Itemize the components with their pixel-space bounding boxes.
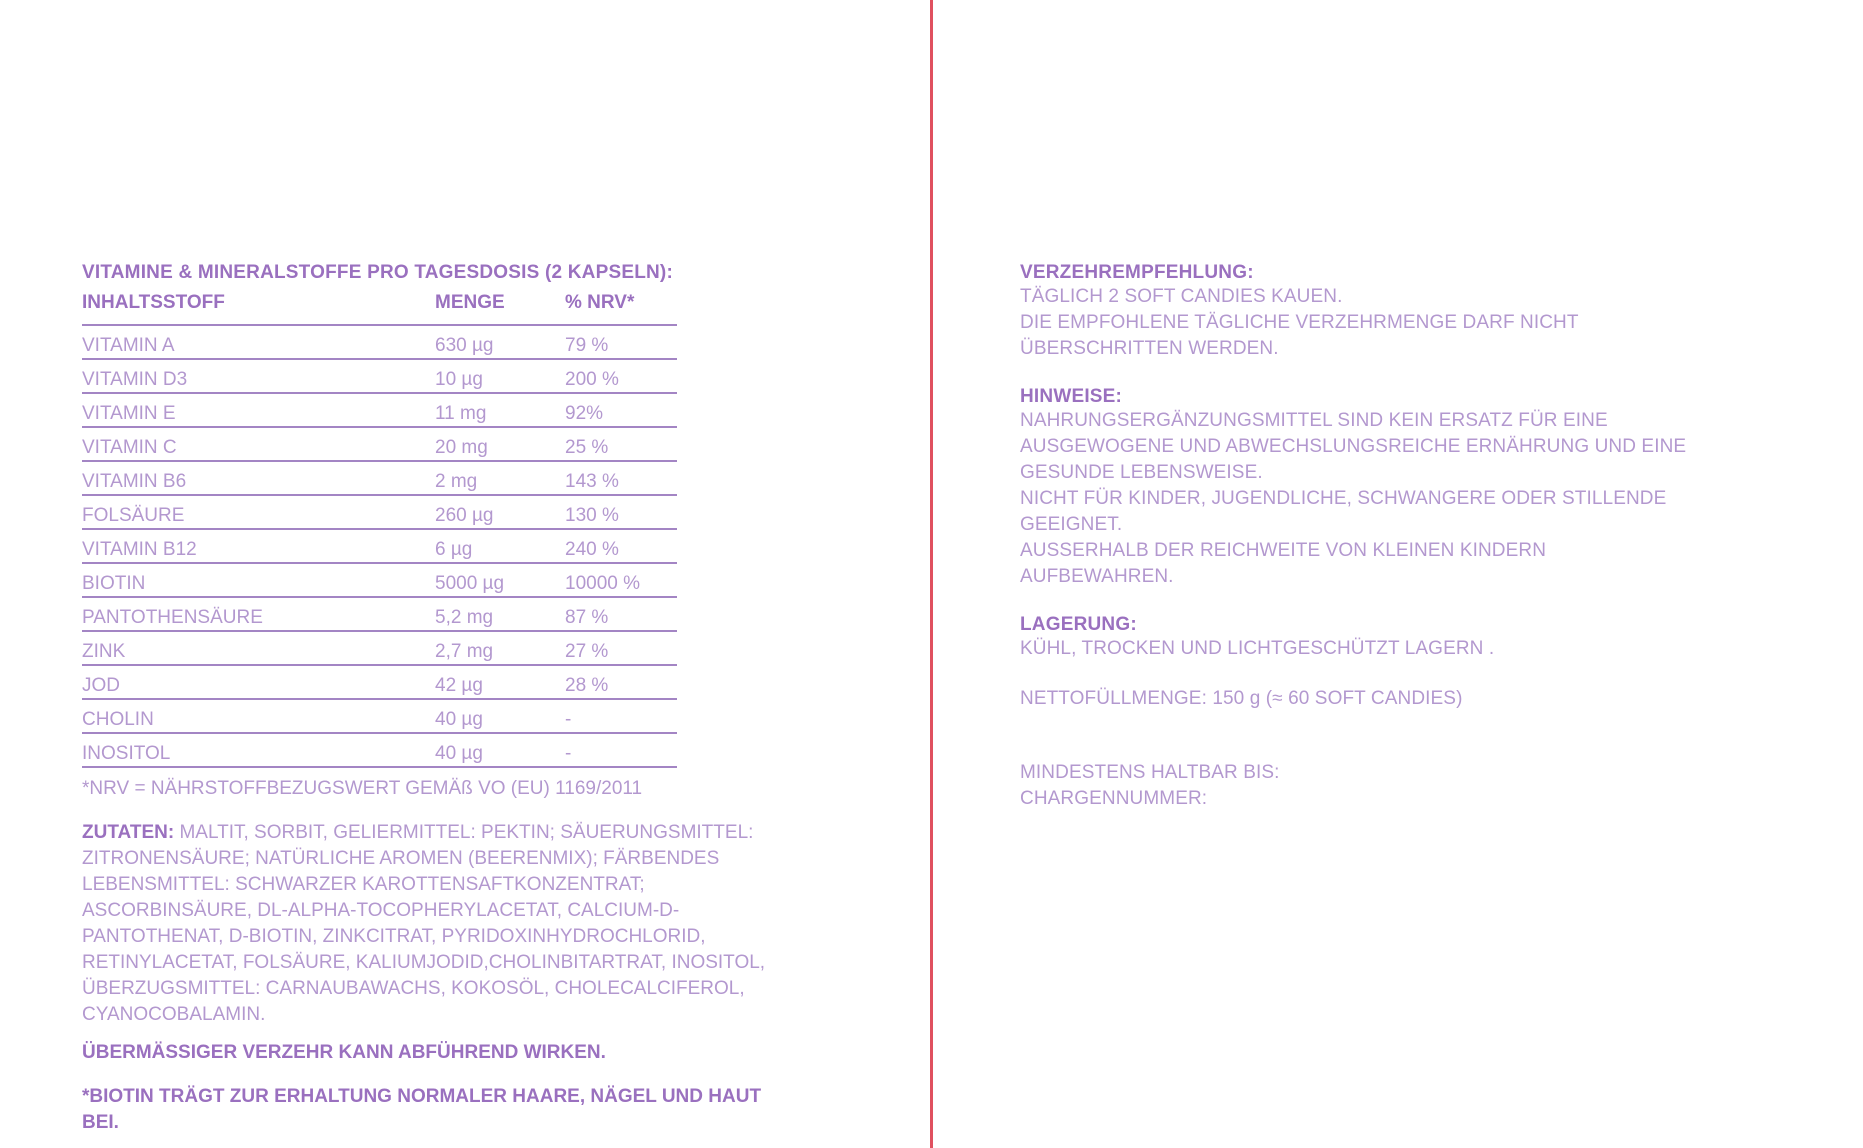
table-row (82, 597, 677, 631)
cell-amount: 2,7 mg (435, 631, 565, 665)
cell-ingredient: VITAMIN B12 (82, 529, 435, 563)
nutrition-title: VITAMINE & MINERALSTOFFE PRO TAGESDOSIS (2 KAPSELN): (82, 262, 673, 283)
notes-title: HINWEISE: (1020, 386, 1123, 407)
notes-line: AUSSERHALB DER REICHWEITE VON KLEINEN KINDERN (1020, 540, 1547, 561)
cell-amount: 630 µg (435, 325, 565, 359)
cell-nrv: 28 % (565, 665, 677, 699)
nutrition-table-body (82, 325, 677, 767)
laxative-warning: ÜBERMÄSSIGER VERZEHR KANN ABFÜHREND WIRKEN. (82, 1042, 606, 1063)
column-header-nrv: % NRV* (565, 292, 677, 325)
cell-ingredient: VITAMIN A (82, 325, 435, 359)
dosage-line: ÜBERSCHRITTEN WERDEN. (1020, 338, 1279, 359)
cell-amount: 5000 µg (435, 563, 565, 597)
dosage-section (1020, 262, 1800, 362)
nutrition-table (82, 292, 677, 768)
cell-ingredient: VITAMIN D3 (82, 359, 435, 393)
table-row (82, 359, 677, 393)
notes-line: AUSGEWOGENE UND ABWECHSLUNGSREICHE ERNÄHRUNG UND EINE (1020, 436, 1687, 457)
cell-nrv: 27 % (565, 631, 677, 665)
cell-amount: 2 mg (435, 461, 565, 495)
notes-line: NAHRUNGSERGÄNZUNGSMITTEL SIND KEIN ERSATZ FÜR EINE (1020, 410, 1608, 431)
cell-ingredient: VITAMIN E (82, 393, 435, 427)
cell-ingredient: VITAMIN B6 (82, 461, 435, 495)
cell-nrv: 92% (565, 393, 677, 427)
cell-nrv: 143 % (565, 461, 677, 495)
table-row (82, 631, 677, 665)
notes-line: GESUNDE LEBENSWEISE. (1020, 462, 1263, 483)
storage-text: KÜHL, TROCKEN UND LICHTGESCHÜTZT LAGERN . (1020, 638, 1495, 659)
table-row (82, 733, 677, 767)
cell-ingredient: CHOLIN (82, 699, 435, 733)
nrv-footnote: *NRV = NÄHRSTOFFBEZUGSWERT GEMÄß VO (EU) 1169/2011 (82, 778, 643, 799)
cell-nrv: 10000 % (565, 563, 677, 597)
cell-amount: 6 µg (435, 529, 565, 563)
batch-number-label: CHARGENNUMMER: (1020, 788, 1208, 809)
cell-ingredient: PANTOTHENSÄURE (82, 597, 435, 631)
cell-amount: 5,2 mg (435, 597, 565, 631)
cell-amount: 40 µg (435, 733, 565, 767)
ingredients-text: MALTIT, SORBIT, GELIERMITTEL: PEKTIN; SÄUERUNGSMITTEL: ZITRONENSÄURE; NATÜRLICHE AROMEN (BEERENMIX); FÄRBENDES LEBENSMITTEL: SCHWARZER KAROTTENSAFTKONZENTRAT; ASCORBINSÄURE, DL-ALPHA-TOCOPHERYLACETAT, CALCIUM-D-PANTOTHENAT, D-BIOTIN, ZINKCITRAT, PYRIDOXINHYDROCHLORID, RETINYLACETAT, FOLSÄURE, KALIUMJODID,CHOLINBITARTRAT, INOSITOL, ÜBERZUGSMITTEL: CARNAUBAWACHS, KOKOSÖL, CHOLECALCIFEROL, CYANOCOBALAMIN. (82, 822, 766, 1025)
table-row (82, 393, 677, 427)
left-panel (82, 262, 802, 1136)
ingredients-paragraph (82, 820, 802, 1028)
cell-amount: 20 mg (435, 427, 565, 461)
right-panel (1020, 262, 1800, 812)
table-row (82, 529, 677, 563)
table-row (82, 563, 677, 597)
cell-nrv: - (565, 733, 677, 767)
storage-title: LAGERUNG: (1020, 614, 1137, 635)
table-row (82, 461, 677, 495)
cell-nrv: 79 % (565, 325, 677, 359)
dosage-line: TÄGLICH 2 SOFT CANDIES KAUEN. (1020, 286, 1343, 307)
table-row (82, 427, 677, 461)
cell-ingredient: BIOTIN (82, 563, 435, 597)
cell-amount: 260 µg (435, 495, 565, 529)
notes-line: AUFBEWAHREN. (1020, 566, 1174, 587)
table-row (82, 325, 677, 359)
cell-nrv: 25 % (565, 427, 677, 461)
dosage-title: VERZEHREMPFEHLUNG: (1020, 262, 1254, 283)
best-before-label: MINDESTENS HALTBAR BIS: (1020, 762, 1280, 783)
table-row (82, 699, 677, 733)
table-row (82, 665, 677, 699)
notes-line: GEEIGNET. (1020, 514, 1123, 535)
column-header-ingredient: INHALTSSTOFF (82, 292, 435, 325)
storage-section (1020, 614, 1800, 662)
cell-nrv: 87 % (565, 597, 677, 631)
cell-ingredient: VITAMIN C (82, 427, 435, 461)
table-row (82, 495, 677, 529)
notes-line: NICHT FÜR KINDER, JUGENDLICHE, SCHWANGERE ODER STILLENDE (1020, 488, 1667, 509)
page-divider-line (930, 0, 933, 1148)
cell-amount: 10 µg (435, 359, 565, 393)
cell-amount: 40 µg (435, 699, 565, 733)
cell-nrv: 130 % (565, 495, 677, 529)
cell-nrv: 240 % (565, 529, 677, 563)
cell-amount: 42 µg (435, 665, 565, 699)
cell-ingredient: ZINK (82, 631, 435, 665)
cell-nrv: - (565, 699, 677, 733)
net-content: NETTOFÜLLMENGE: 150 g (≈ 60 SOFT CANDIES) (1020, 688, 1463, 709)
cell-ingredient: JOD (82, 665, 435, 699)
notes-section (1020, 386, 1800, 590)
cell-ingredient: INOSITOL (82, 733, 435, 767)
column-header-amount: MENGE (435, 292, 565, 325)
ingredients-label: ZUTATEN: (82, 822, 175, 843)
cell-nrv: 200 % (565, 359, 677, 393)
cell-amount: 11 mg (435, 393, 565, 427)
dosage-line: DIE EMPFOHLENE TÄGLICHE VERZEHRMENGE DARF NICHT (1020, 312, 1579, 333)
cell-ingredient: FOLSÄURE (82, 495, 435, 529)
biotin-claim: *BIOTIN TRÄGT ZUR ERHALTUNG NORMALER HAARE, NÄGEL UND HAUT BEI. (82, 1086, 762, 1133)
